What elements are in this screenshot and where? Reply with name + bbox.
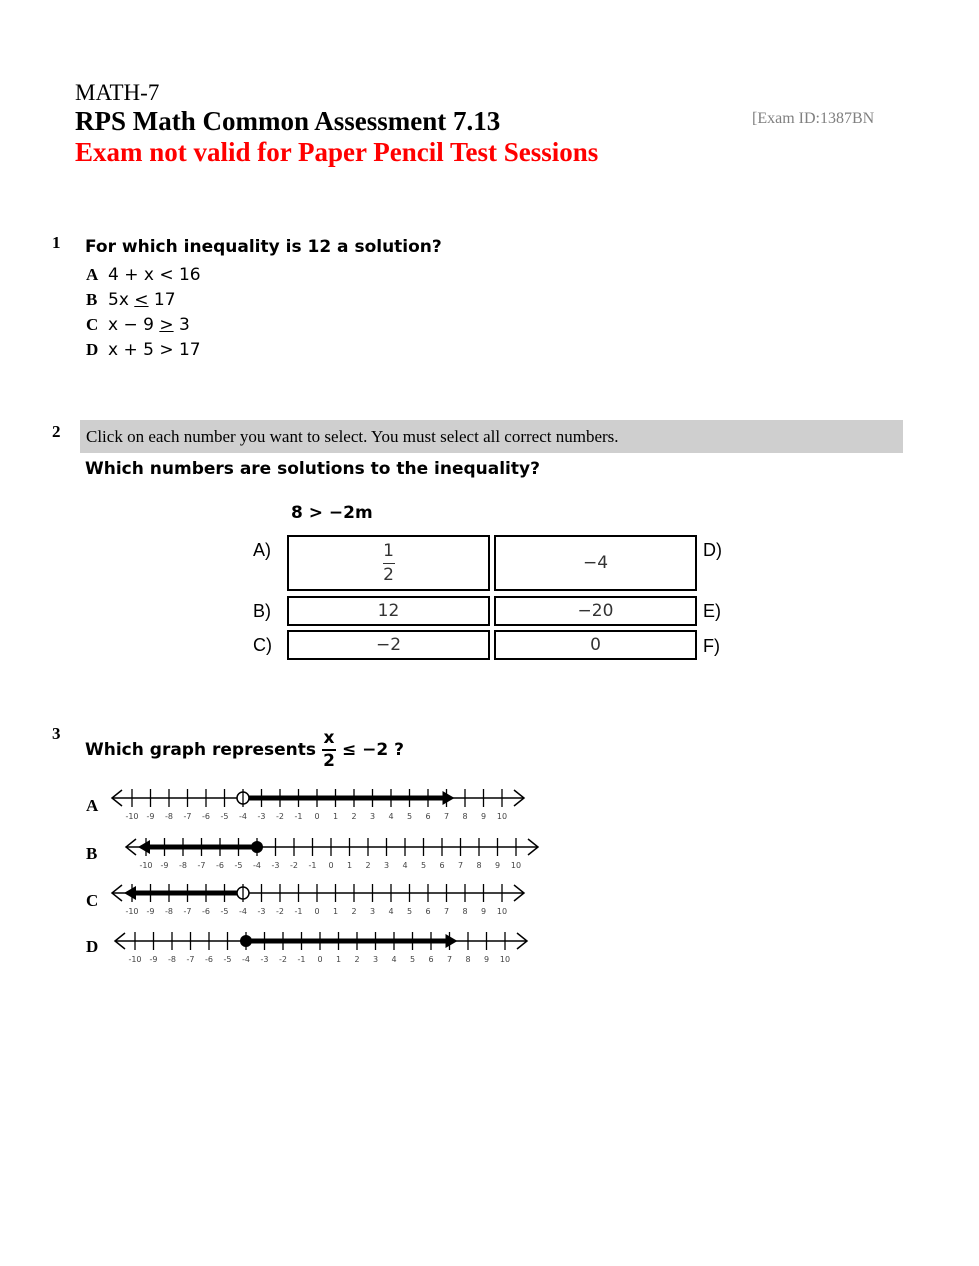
fraction [383,542,395,584]
validity-warning: Exam not valid for Paper Pencil Test Sessions [75,137,599,167]
tick-label: -4 [242,955,250,964]
option-letter: A [86,265,99,284]
tick-label: -9 [149,955,158,964]
tick-label: 4 [388,907,394,916]
number-line-b[interactable] [126,838,538,870]
option-letter: C [86,315,99,334]
tick-label: -8 [179,861,187,870]
tick-label: 7 [457,861,464,870]
question-1-stem: For which inequality is 12 a solution? [85,237,442,257]
fraction-numerator: x [323,728,335,748]
tick-label: 2 [351,907,357,916]
tick-label: 6 [439,861,445,870]
question-2-stem: Which numbers are solutions to the inequality? [85,459,540,479]
tick-label: -10 [139,861,153,870]
q1-option-d[interactable] [86,340,201,360]
tick-label: 7 [443,907,450,916]
option-symbol: > [159,315,174,335]
question-2-instruction: Click on each number you want to select. You must select all correct numbers. [80,420,903,453]
option-text: x + 5 > 17 [108,340,201,360]
number-line-a[interactable] [112,789,524,821]
stem-text: Which graph represents [85,740,316,760]
course-code: MATH-7 [75,80,160,105]
tick-label: -10 [125,812,139,821]
tick-label: 1 [335,955,342,964]
tick-label: 4 [402,861,408,870]
tick-label: 1 [332,812,339,821]
choice-box-a[interactable] [287,535,490,591]
tick-label: -6 [202,812,210,821]
tick-label: -2 [276,907,284,916]
fraction-denominator: 2 [323,751,335,771]
tick-label: 1 [346,861,353,870]
number-line-c[interactable] [112,884,524,916]
ray-arrowhead [124,886,136,900]
question-2-number: 2 [52,422,61,441]
tick-label: 7 [446,955,453,964]
choice-label-b: B) [253,601,271,621]
tick-label: 3 [369,812,376,821]
tick-label: -5 [220,812,229,821]
tick-label: 3 [369,907,376,916]
tick-label: 5 [420,861,427,870]
tick-label: -5 [223,955,232,964]
question-3-number: 3 [52,724,61,743]
choice-label-d: D) [703,540,722,560]
tick-label: -3 [271,861,280,870]
tick-label: -8 [165,907,173,916]
tick-label: 0 [314,812,320,821]
option-text-end: 17 [148,290,176,310]
ray-arrowhead [443,791,455,805]
choice-label-a: A) [253,540,271,560]
tick-label: 4 [391,955,397,964]
choice-box-f[interactable]: 0 [494,630,697,660]
choice-box-d[interactable]: −4 [494,535,697,591]
tick-label: 6 [425,812,431,821]
tick-label: -1 [294,907,303,916]
tick-label: -4 [253,861,261,870]
tick-label: 10 [499,955,511,964]
tick-label: 0 [328,861,334,870]
question-1-number: 1 [52,233,61,252]
tick-label: -8 [165,812,173,821]
tick-label: -10 [125,907,139,916]
tick-label: -4 [239,907,247,916]
tick-label: -6 [216,861,224,870]
tick-label: -1 [297,955,306,964]
tick-label: 10 [510,861,522,870]
tick-label: 0 [314,907,320,916]
tick-label: -7 [183,907,192,916]
tick-label: 2 [351,812,357,821]
tick-label: 5 [409,955,416,964]
tick-label: -2 [279,955,287,964]
tick-label: -3 [260,955,269,964]
tick-label: 8 [465,955,471,964]
option-letter: D [86,340,99,359]
choice-box-b[interactable]: 12 [287,596,490,626]
choice-label-f: F) [703,636,720,656]
tick-label: 3 [372,955,379,964]
q3-option-a-letter[interactable]: A [86,796,99,815]
tick-label: -1 [308,861,317,870]
q1-option-a[interactable] [86,265,201,285]
q3-option-b-letter[interactable]: B [86,844,98,863]
assessment-title: RPS Math Common Assessment 7.13 [75,106,501,136]
tick-label: 2 [354,955,360,964]
tick-label: -7 [197,861,206,870]
tick-label: -9 [146,812,155,821]
tick-label: 8 [462,812,468,821]
tick-label: 3 [383,861,390,870]
option-text: 4 + x < 16 [108,265,201,285]
tick-label: 6 [428,955,434,964]
exam-id: [Exam ID:1387BN [752,110,875,127]
tick-label: 6 [425,907,431,916]
inequality: 8 > −2m [291,503,373,523]
fraction-denominator: 2 [383,564,394,585]
tick-label: -9 [160,861,169,870]
ray-arrowhead [138,840,150,854]
option-text: 5x [108,290,135,310]
tick-label: 5 [406,907,413,916]
option-letter: B [86,290,98,309]
tick-label: 1 [332,907,339,916]
tick-label: 2 [365,861,371,870]
tick-label: -5 [220,907,229,916]
tick-label: -4 [239,812,247,821]
tick-label: 4 [388,812,394,821]
tick-label: 7 [443,812,450,821]
tick-label: -10 [128,955,142,964]
choice-label-c: C) [253,635,272,655]
closed-endpoint [240,935,252,947]
q3-option-d-letter[interactable]: D [86,937,99,956]
tick-label: -2 [276,812,284,821]
stem-text-end: ≤ −2 ? [342,740,405,760]
question-3-stem [85,730,404,770]
tick-label: -2 [290,861,298,870]
tick-label: 9 [480,812,487,821]
option-text-end: 3 [173,315,190,335]
choice-box-e[interactable]: −20 [494,596,697,626]
stem-fraction [322,730,336,770]
q3-option-c-letter[interactable]: C [86,891,99,910]
tick-label: 9 [480,907,487,916]
tick-label: 9 [494,861,501,870]
tick-label: 10 [496,907,508,916]
tick-label: -3 [257,812,266,821]
option-text: x − 9 [108,315,160,335]
tick-label: -7 [186,955,195,964]
ray-arrowhead [446,934,458,948]
tick-label: -3 [257,907,266,916]
tick-label: 8 [476,861,482,870]
tick-label: -8 [168,955,176,964]
tick-label: -7 [183,812,192,821]
tick-label: -6 [202,907,210,916]
tick-label: 8 [462,907,468,916]
tick-label: -6 [205,955,213,964]
q1-option-b[interactable] [86,290,176,310]
tick-label: 10 [496,812,508,821]
tick-label: -9 [146,907,155,916]
choice-box-c[interactable]: −2 [287,630,490,660]
number-lines[interactable] [100,780,560,980]
tick-label: -1 [294,812,303,821]
tick-label: -5 [234,861,243,870]
option-symbol: < [134,290,149,310]
tick-label: 9 [483,955,490,964]
tick-label: 5 [406,812,413,821]
closed-endpoint [251,841,263,853]
q1-option-c[interactable] [86,315,190,335]
number-line-d[interactable] [115,932,527,964]
fraction-numerator: 1 [383,540,394,561]
choice-label-e: E) [703,601,721,621]
tick-label: 0 [317,955,323,964]
